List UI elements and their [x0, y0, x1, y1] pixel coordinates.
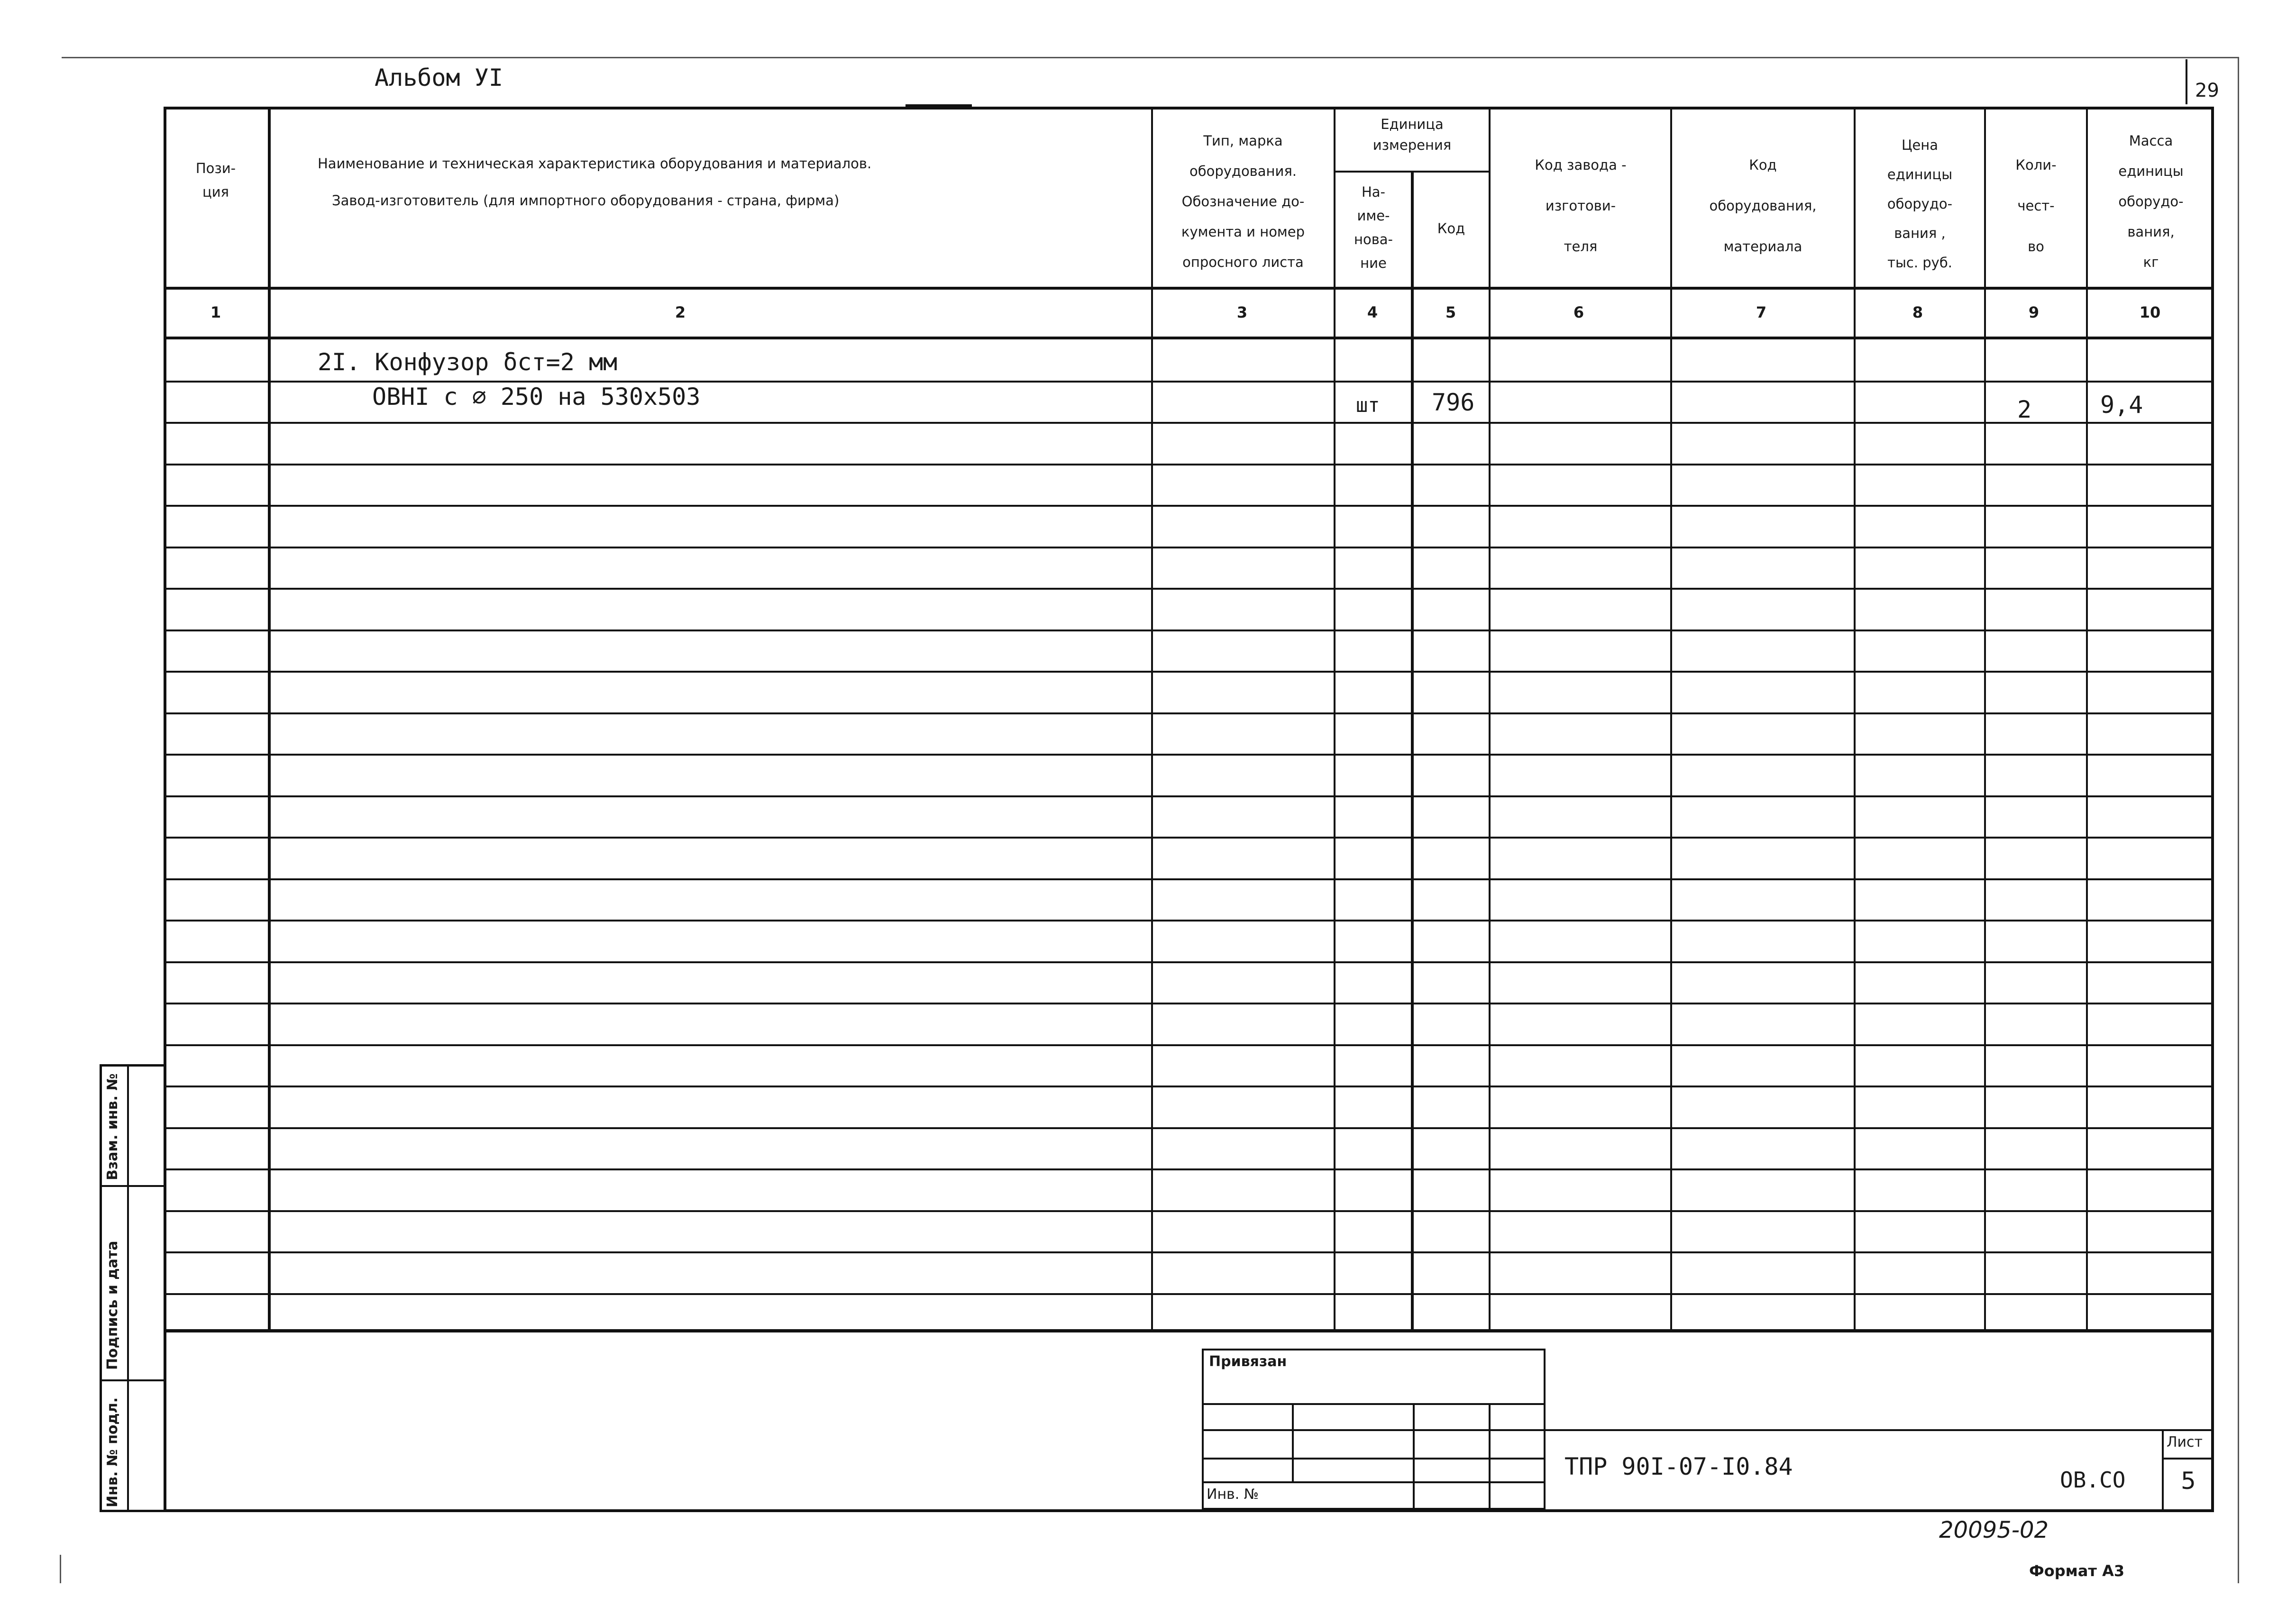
archive-stamp: 20095-02	[1939, 1517, 2049, 1543]
album-title: Альбом УI	[375, 64, 503, 91]
page-number: 29	[2195, 80, 2219, 101]
header-equipment-code: Код оборудования, материала	[1709, 157, 1817, 255]
table-row-line	[164, 381, 2214, 383]
header-name: Наименование и техническая характеристика оборудования и материалов. Завод-изготовитель (для импортного оборудования - страна, фирма)	[318, 155, 872, 209]
col-line-6	[1670, 107, 1672, 1332]
table-row-line	[164, 754, 2214, 756]
col-number-10: 10	[2139, 303, 2161, 321]
title-block-frame	[164, 1330, 2214, 1512]
header-unit-code: Код	[1437, 220, 1465, 237]
side-stamp-divider	[127, 1064, 129, 1512]
privyazan-vline-2	[1413, 1403, 1415, 1510]
header-mass: Масса единицы оборудо- вания, кг	[2118, 133, 2184, 270]
sheet-label: Лист	[2167, 1434, 2203, 1451]
side-stamp-sep-1	[100, 1185, 166, 1187]
header-pos: Пози- ция	[195, 160, 236, 200]
main-table-frame	[164, 107, 2214, 1332]
table-row-line	[164, 961, 2214, 963]
col-line-4	[1411, 171, 1414, 1332]
col-number-7: 7	[1756, 303, 1767, 321]
format-label: Формат А3	[2029, 1562, 2125, 1580]
privyazan-line-2	[1202, 1429, 1546, 1431]
col-number-3: 3	[1236, 303, 1248, 321]
row-code: 796	[1432, 389, 1475, 416]
col-line-3	[1334, 107, 1336, 1332]
row-qty: 2	[2017, 396, 2032, 423]
col-number-9: 9	[2028, 303, 2040, 321]
sheet-box-line	[2162, 1458, 2214, 1460]
page-left-tick	[60, 1555, 61, 1583]
row-name-line2: ОВНI с ∅ 250 на 530х503	[372, 383, 701, 411]
header-unit-name: На- име- нова- ние	[1354, 184, 1393, 271]
col-line-8	[1984, 107, 1986, 1332]
table-row-line	[164, 1251, 2214, 1253]
table-row-line	[164, 1293, 2214, 1295]
table-row-line	[164, 878, 2214, 880]
side-stamp-sep-2	[100, 1379, 166, 1381]
row-unit: шт	[1356, 393, 1380, 417]
table-row-line	[164, 1210, 2214, 1212]
top-mark	[906, 104, 972, 107]
row-mass: 9,4	[2100, 391, 2143, 419]
header-bottom-line	[164, 287, 2214, 290]
section-code: ОВ.СО	[2060, 1467, 2126, 1493]
table-row-line	[164, 630, 2214, 631]
table-row-line	[164, 464, 2214, 465]
doc-code-line	[1546, 1429, 2214, 1431]
col-number-1: 1	[210, 303, 221, 321]
privyazan-vline-3	[1489, 1403, 1491, 1510]
table-row-line	[164, 920, 2214, 921]
table-row-line	[164, 1168, 2214, 1170]
col-line-2	[1151, 107, 1153, 1332]
col-line-9	[2086, 107, 2088, 1332]
side-label-inv-podl: Инв. № подл.	[104, 1397, 121, 1507]
table-row-line	[164, 547, 2214, 548]
col-line-1	[268, 107, 271, 1332]
sheet-number: 5	[2181, 1467, 2196, 1495]
header-type: Тип, марка оборудования. Обозначение до- кумента и номер опросного листа	[1181, 133, 1305, 270]
header-price: Цена единицы оборудо- вания , тыс. руб.	[1887, 137, 1953, 271]
table-row-line	[164, 837, 2214, 839]
page-top-line	[62, 57, 2238, 58]
table-row-line	[164, 422, 2214, 424]
side-label-podpis: Подпись и дата	[104, 1241, 121, 1370]
col-number-4: 4	[1367, 303, 1378, 321]
col-line-5	[1489, 107, 1491, 1332]
inv-no-label: Инв. №	[1207, 1486, 1259, 1503]
privyazan-line-3	[1202, 1458, 1546, 1460]
col-line-7	[1854, 107, 1856, 1332]
table-row-line	[164, 671, 2214, 673]
col-number-6: 6	[1573, 303, 1584, 321]
table-row-line	[164, 1086, 2214, 1087]
page-number-divider	[2186, 59, 2187, 104]
privyazan-line-4	[1202, 1481, 1546, 1483]
sheet-box-divider	[2162, 1429, 2164, 1512]
privyazan-vline-1	[1292, 1403, 1294, 1481]
header-qty: Коли- чест- во	[2015, 157, 2057, 255]
side-label-vzam: Взам. инв. №	[104, 1073, 121, 1180]
table-row-line	[164, 712, 2214, 714]
col-number-8: 8	[1912, 303, 1923, 321]
table-row-line	[164, 588, 2214, 590]
header-unit: Единица измерения	[1372, 116, 1452, 153]
privyazan-line-1	[1202, 1403, 1546, 1405]
header-factory-code: Код завода - изготови- теля	[1535, 157, 1627, 255]
col-number-5: 5	[1445, 303, 1456, 321]
unit-header-line	[1334, 171, 1491, 173]
page-right-line	[2238, 57, 2239, 1583]
privyazan-label: Привязан	[1209, 1353, 1287, 1370]
col-numbers-bottom-line	[164, 337, 2214, 339]
table-row-line	[164, 795, 2214, 797]
table-row-line	[164, 1044, 2214, 1046]
table-row-line	[164, 1003, 2214, 1004]
row-name-line1: 2I. Конфузор δст=2 мм	[318, 348, 618, 376]
table-row-line	[164, 505, 2214, 507]
table-row-line	[164, 1127, 2214, 1129]
doc-code: ТПР 90I-07-I0.84	[1564, 1453, 1793, 1480]
col-number-2: 2	[675, 303, 686, 321]
